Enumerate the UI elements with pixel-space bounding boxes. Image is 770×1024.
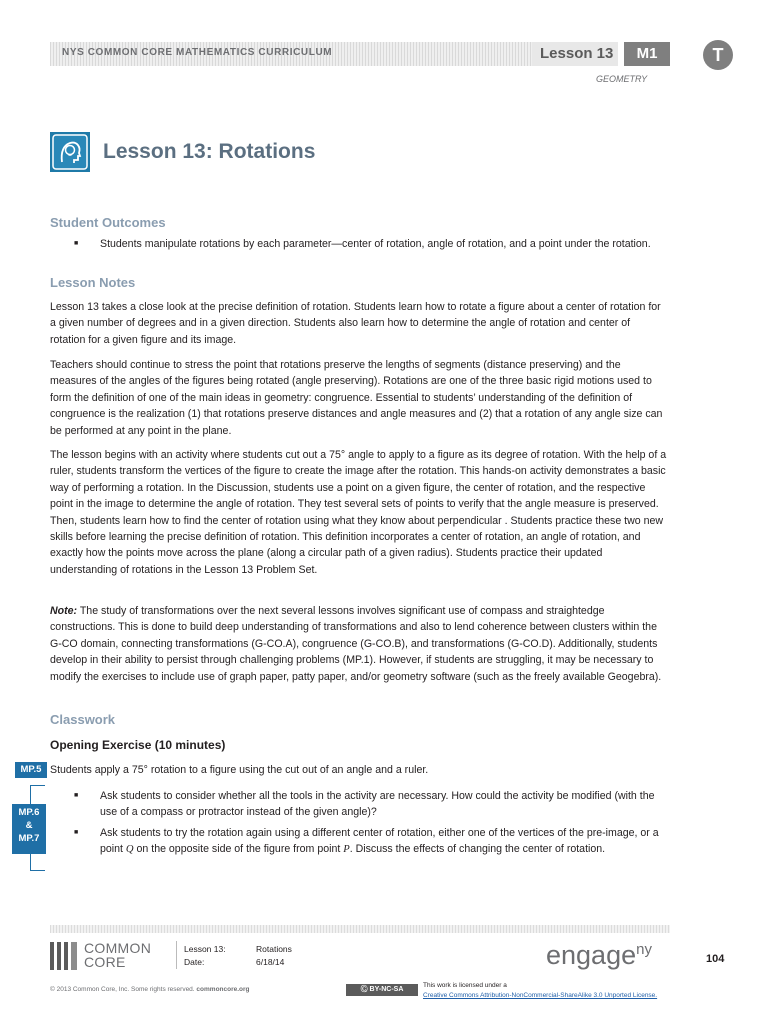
cc-license-badge: Ⓒ BY-NC-SA [346, 984, 418, 996]
footer-date-value: 6/18/14 [256, 957, 285, 967]
bullet-icon: ■ [74, 792, 79, 799]
outcome-item [74, 236, 670, 270]
point-p: P [343, 844, 350, 856]
notes-paragraph-2: Teachers should continue to stress the point that rotations preserve the lengths of segments (distance preserving) and the measures of the angles of the figures being rotated (angle preserving). Rotations are one of the three basic rigid motions used to form the definition of one of the main ideas in geometry: congruence. Essential to students’ understanding of the definition of congruence is the realization (1) that rotations preserve distances and angle measures and (2) that a rotation of any angle size can be performed at any point in the plane. [50, 359, 663, 437]
opening-exercise-heading: Opening Exercise (10 minutes) [50, 738, 226, 752]
classwork-bullet-2 [74, 825, 670, 877]
teacher-badge: T [703, 40, 733, 70]
b2-pre: Ask students to try the rotation again using a different center of rotation, either one of the vertices of the pre-image, or a point [100, 827, 659, 856]
license-line-1: This work is licensed under a [423, 982, 507, 989]
cc-badge-label: BY-NC-SA [369, 986, 404, 993]
b2-post: . Discuss the effects of changing the center of rotation. [349, 843, 606, 856]
notes-paragraph-4 [50, 603, 668, 685]
footer-lesson-value: Rotations [256, 944, 292, 954]
core-word: CORE [84, 954, 126, 970]
common-core-wordmark [84, 941, 151, 969]
notes-heading: Lesson Notes [50, 275, 136, 290]
ny-word: ny [636, 941, 652, 958]
mp5-badge: MP.5 [15, 762, 47, 778]
classwork-bullet-2-text [100, 825, 670, 859]
engageny-logo [546, 940, 652, 971]
curriculum-label: NYS COMMON CORE MATHEMATICS CURRICULUM [62, 47, 333, 58]
footer-date-label: Date: [184, 957, 205, 967]
bullet-icon: ■ [74, 829, 79, 836]
classwork-bullet-1-text: Ask students to consider whether all the tools in the activity are necessary. How could the activity be modified (with the use of a compass or protractor instead of the given angle)? [100, 790, 655, 819]
lesson-tag-label: Lesson 13 [540, 45, 614, 62]
mp7-label: MP.7 [18, 833, 40, 844]
amp-label: & [25, 820, 33, 831]
footer-band [50, 925, 670, 933]
note-text: The study of transformations over the next several lessons involves significant use of compass and straightedge constructions. This is done to build deep understanding of transformations and also to lend coherence between clusters within the G-CO domain, connecting transformations (G-CO.A), congruence (G-CO.B), and transformations (G-CO.D). Additionally, students develop in their ability to persist through challenging problems (MP.1). However, if students are struggling, it may be necessary to modify the exercises to include use of graph paper, patty paper, and/or geometry software (such as the freely available Geogebra). [50, 605, 662, 683]
outcome-text: Students manipulate rotations by each parameter—center of rotation, angle of rotation, and a point under the rotation. [100, 238, 651, 250]
lesson-tag [532, 42, 618, 66]
classwork-heading: Classwork [50, 712, 116, 727]
point-q: Q [125, 844, 134, 856]
notes-paragraph-1: Lesson 13 takes a close look at the precise definition of rotation. Students learn how to rotate a figure about a center of rotation for a given number of degrees and in a given direction. Students also learn how to determine the angle of rotation and center of rotation for a given figure and its image. [50, 301, 661, 346]
copyright-text: © 2013 Common Core, Inc. Some rights reserved. [50, 986, 195, 993]
copyright-notice [50, 986, 250, 993]
mp6-label: MP.6 [18, 807, 40, 818]
lightbulb-icon [50, 132, 90, 172]
bullet-icon: ■ [74, 240, 79, 247]
footer-lesson-label: Lesson 13: [184, 944, 226, 954]
outcomes-heading: Student Outcomes [50, 215, 166, 230]
note-label: Note: [50, 605, 78, 617]
common-word: COMMON [84, 940, 152, 956]
opening-intro: Students apply a 75° rotation to a figure using the cut out of an angle and a ruler. [50, 764, 429, 776]
page-number: 104 [706, 953, 725, 965]
notes-paragraph-3: The lesson begins with an activity where students cut out a 75° angle to apply to a figure as its degree of rotation. With the help of a ruler, students transform the vertices of the figure to create the image after the rotation. This hands-on activity demonstrates a basic way of performing a rotation. In the Discussion, students use a point on a given figure, the center of rotation, and the respective point in the image to determine the angle of rotation. They test several sets of points to verify that the angle measure is preserved. Then, students learn how to find the center of rotation using what they know about perpendicular . Students practice these two new skills before learning the precise definition of rotation. This definition incorporates a center of rotation, an angle of rotation, and exactly how the points move across the plane (along a circular path of a given radius). Students practice their updated understanding of rotations in the Lesson 13 Problem Set. [50, 449, 667, 576]
b2-mid: on the opposite side of the figure from point [133, 843, 344, 856]
classwork-bullet-1 [74, 788, 670, 822]
license-link[interactable]: Creative Commons Attribution-NonCommercial-ShareAlike 3.0 Unported License. [423, 992, 658, 999]
copyright-link[interactable]: commoncore.org [196, 986, 250, 993]
module-tag: M1 [624, 42, 670, 66]
page-title: Lesson 13: Rotations [103, 140, 316, 163]
subject-label: GEOMETRY [596, 74, 648, 84]
common-core-logo-icon [50, 942, 80, 970]
footer-divider [176, 941, 177, 969]
license-notice [423, 981, 657, 1001]
mp6-mp7-badge [12, 804, 46, 854]
engage-word: engage [546, 940, 637, 970]
